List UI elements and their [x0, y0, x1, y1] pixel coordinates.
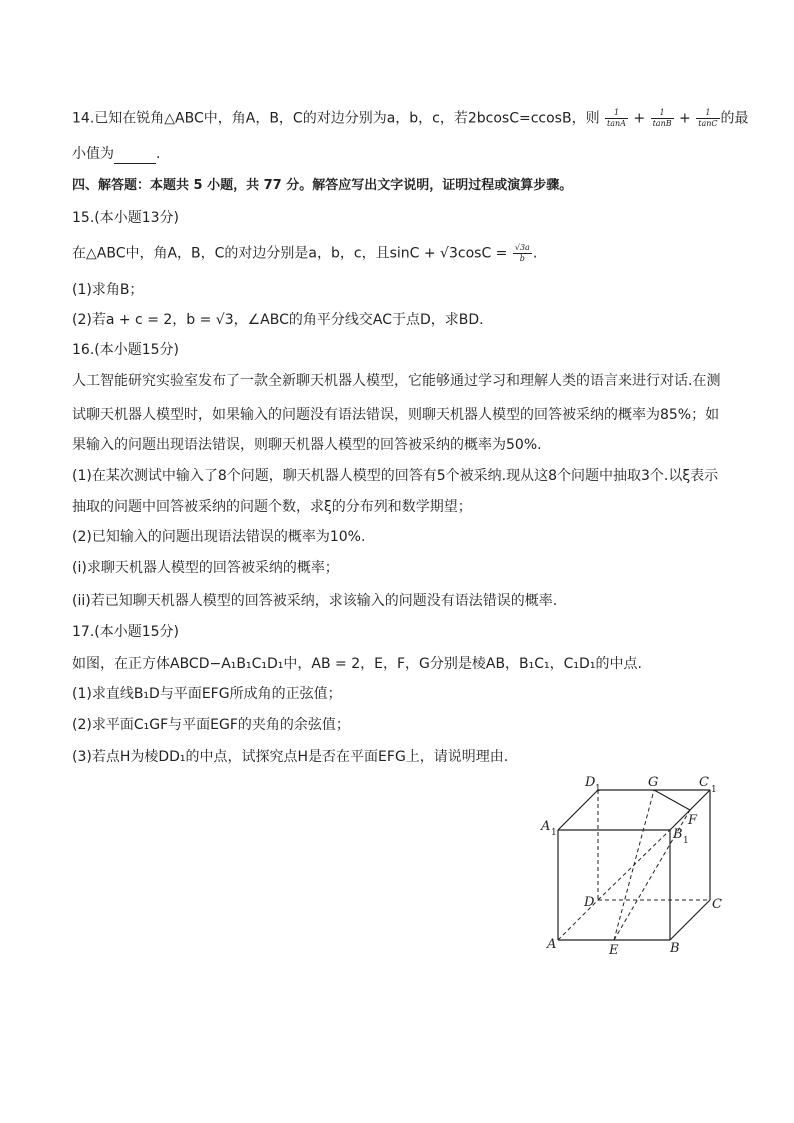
q15-part2: (2)若a + c = 2，b = √3，∠ABC的角平分线交AC于点D，求BD. [72, 312, 484, 328]
label-E: E [609, 943, 619, 958]
label-B1: B [673, 827, 683, 842]
cube-figure [538, 772, 728, 962]
label-B: B [670, 941, 680, 956]
q14-text: 14.已知在锐角△ABC中，角A，B，C的对边分别为a，b，c，若2bcosC=ccosB，则 [72, 110, 600, 127]
q16-header: 16.(本小题15分) [72, 342, 180, 358]
label-D: D [584, 895, 595, 910]
label-C: C [712, 897, 722, 912]
q17-part1: (1)求直线B₁D与平面EFG所成角的正弦值； [72, 686, 342, 702]
label-D1-sub: 1 [595, 784, 601, 794]
q16-part2-ii: (ii)若已知聊天机器人模型的回答被采纳，求该输入的问题没有语法错误的概率. [72, 593, 558, 609]
section-heading: 四、解答题：本题共 5 小题，共 77 分。解答应写出文字说明，证明过程或演算步骤。 [72, 178, 573, 193]
label-C1: C [699, 775, 709, 790]
edge-A1D1 [558, 790, 598, 830]
segment-EG [614, 790, 654, 940]
q14-frac-c: $\frac{1}{\tan C}$ [698, 108, 718, 128]
q16-stem-1: 人工智能研究实验室发布了一款全新聊天机器人模型，它能够通过学习和理解人类的语言来进行对话.在测 [72, 373, 721, 389]
q15-stem-text: 在△ABC中，角A，B，C的对边分别是a，b，c，且sinC + √3cosC = [72, 245, 508, 262]
label-F: F [688, 813, 698, 828]
q14-period: . [156, 146, 161, 162]
q14-line2-text: 小值为 [72, 146, 114, 162]
label-B1-sub: 1 [683, 836, 689, 846]
q14-line1: 14.已知在锐角△ABC中，角A，B，C的对边分别为a，b，c，若2bcosC=ccosB，则 $\frac{1}{\tan A}$ + $\frac{1}{\tan B}$ + $\frac{1}{\tan C}$ 的最 [72, 108, 749, 128]
q16-part2-i: (i)求聊天机器人模型的回答被采纳的概率； [72, 560, 339, 576]
label-A1-sub: 1 [551, 828, 557, 838]
q14-line2 [72, 144, 722, 164]
q14-frac-b: $\frac{1}{\tan B}$ [652, 108, 672, 128]
q15-part1: (1)求角B； [72, 282, 144, 298]
edge-BC [670, 900, 710, 940]
q16-part2: (2)已知输入的问题出现语法错误的概率为10%. [72, 529, 366, 545]
segment-GF [654, 790, 690, 810]
q14-tail: 的最 [720, 110, 749, 127]
label-G: G [648, 775, 659, 790]
label-C1-sub: 1 [711, 785, 717, 795]
q16-part1-b: 抽取的问题中回答被采纳的问题个数，求ξ的分布列和数学期望； [72, 499, 472, 515]
q15-period: . [532, 245, 538, 262]
label-A1: A [541, 819, 551, 834]
q16-stem-3: 果输入的问题出现语法错误，则聊天机器人模型的回答被采纳的概率为50%. [72, 437, 542, 453]
q17-header: 17.(本小题15分) [72, 624, 180, 640]
q14-frac-a: $\frac{1}{\tan A}$ [607, 108, 626, 128]
label-D1: D [585, 775, 596, 790]
q15-stem [72, 243, 722, 264]
q17-stem: 如图，在正方体ABCD−A₁B₁C₁D₁中，AB = 2，E，F，G分别是棱AB，B₁C₁，C₁D₁的中点. [72, 656, 642, 672]
q15-frac: $\frac{√3a}{b}$ [514, 243, 530, 263]
q17-part3: (3)若点H为棱DD₁的中点，试探究点H是否在平面EFG上，请说明理由. [72, 749, 509, 765]
label-A: A [547, 937, 557, 952]
q16-stem-2: 试聊天机器人模型时，如果输入的问题没有语法错误，则聊天机器人模型的回答被采纳的概率为85%；如 [72, 407, 720, 423]
q16-part1-a: (1)在某次测试中输入了8个问题，聊天机器人模型的回答有5个被采纳.现从这8个问题中抽取3个.以ξ表示 [72, 468, 719, 484]
q15-header: 15.(本小题13分) [72, 210, 180, 226]
answer-blank [114, 149, 156, 164]
q17-part2: (2)求平面C₁GF与平面EGF的夹角的余弦值； [72, 717, 350, 733]
